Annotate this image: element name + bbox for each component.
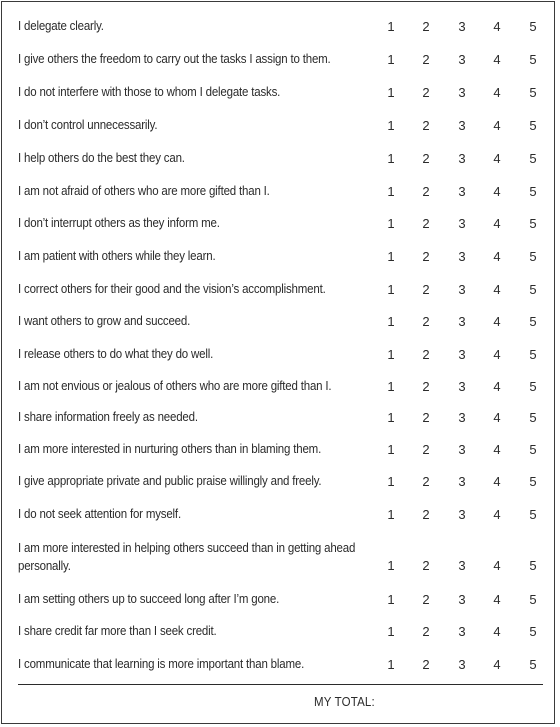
rating-option-5[interactable]: 5	[529, 249, 537, 264]
statement-row	[2, 248, 554, 270]
rating-option-5[interactable]: 5	[529, 151, 537, 166]
rating-option-2[interactable]: 2	[422, 151, 430, 166]
rating-option-5[interactable]: 5	[529, 507, 537, 522]
rating-option-5[interactable]: 5	[529, 657, 537, 672]
rating-option-3[interactable]: 3	[458, 151, 466, 166]
rating-option-5[interactable]: 5	[529, 347, 537, 362]
rating-option-2[interactable]: 2	[422, 282, 430, 297]
rating-option-5[interactable]: 5	[529, 558, 537, 573]
rating-option-4[interactable]: 4	[493, 657, 501, 672]
statement-text: I am more interested in nurturing others than in blaming them.	[18, 442, 322, 456]
rating-option-2[interactable]: 2	[422, 442, 430, 457]
statement-text: I delegate clearly.	[18, 19, 104, 33]
statement-row	[2, 18, 554, 40]
statement-text: I do not interfere with those to whom I delegate tasks.	[18, 85, 281, 99]
statement-row	[2, 117, 554, 139]
rating-option-3[interactable]: 3	[458, 592, 466, 607]
statement-row	[2, 473, 554, 495]
rating-option-1[interactable]: 1	[387, 442, 395, 457]
rating-option-4[interactable]: 4	[493, 507, 501, 522]
statement-text: I am patient with others while they learn.	[18, 249, 216, 263]
rating-option-3[interactable]: 3	[458, 347, 466, 362]
rating-option-4[interactable]: 4	[493, 314, 501, 329]
statement-row	[2, 183, 554, 205]
rating-option-1[interactable]: 1	[387, 347, 395, 362]
rating-option-4[interactable]: 4	[493, 410, 501, 425]
rating-option-5[interactable]: 5	[529, 410, 537, 425]
statement-text: I am more interested in helping others succeed than in getting ahead personally.	[18, 541, 356, 573]
rating-option-5[interactable]: 5	[529, 474, 537, 489]
rating-option-5[interactable]: 5	[529, 184, 537, 199]
statement-row	[2, 441, 554, 463]
rating-option-5[interactable]: 5	[529, 442, 537, 457]
rating-option-3[interactable]: 3	[458, 657, 466, 672]
rating-option-4[interactable]: 4	[493, 442, 501, 457]
rating-option-4[interactable]: 4	[493, 151, 501, 166]
statement-text: I do not seek attention for myself.	[18, 507, 181, 521]
rating-option-2[interactable]: 2	[422, 347, 430, 362]
statement-text: I share information freely as needed.	[18, 410, 198, 424]
rating-option-2[interactable]: 2	[422, 52, 430, 67]
statement-text: I am not envious or jealous of others who are more gifted than I.	[18, 379, 332, 393]
rating-option-4[interactable]: 4	[493, 249, 501, 264]
statement-row	[2, 409, 554, 431]
rating-option-3[interactable]: 3	[458, 624, 466, 639]
rating-option-1[interactable]: 1	[387, 52, 395, 67]
rating-option-2[interactable]: 2	[422, 85, 430, 100]
statement-row	[2, 378, 554, 400]
rating-option-4[interactable]: 4	[493, 19, 501, 34]
rating-option-3[interactable]: 3	[458, 442, 466, 457]
rating-option-1[interactable]: 1	[387, 410, 395, 425]
rating-option-1[interactable]: 1	[387, 657, 395, 672]
rating-option-2[interactable]: 2	[422, 19, 430, 34]
total-divider	[18, 684, 543, 685]
rating-option-1[interactable]: 1	[387, 249, 395, 264]
rating-option-1[interactable]: 1	[387, 314, 395, 329]
rating-option-5[interactable]: 5	[529, 282, 537, 297]
rating-option-3[interactable]: 3	[458, 52, 466, 67]
statement-text: I am setting others up to succeed long after I’m gone.	[18, 592, 280, 606]
rating-option-2[interactable]: 2	[422, 507, 430, 522]
rating-option-2[interactable]: 2	[422, 592, 430, 607]
rating-option-3[interactable]: 3	[458, 507, 466, 522]
rating-option-5[interactable]: 5	[529, 52, 537, 67]
rating-option-1[interactable]: 1	[387, 151, 395, 166]
rating-option-3[interactable]: 3	[458, 118, 466, 133]
statement-row	[2, 215, 554, 237]
rating-option-3[interactable]: 3	[458, 249, 466, 264]
statement-row	[2, 506, 554, 528]
statement-row	[2, 539, 554, 573]
rating-option-1[interactable]: 1	[387, 379, 395, 394]
rating-option-1[interactable]: 1	[387, 558, 395, 573]
statement-text: I don’t interrupt others as they inform me.	[18, 216, 220, 230]
rating-option-2[interactable]: 2	[422, 118, 430, 133]
rating-option-3[interactable]: 3	[458, 216, 466, 231]
rating-option-1[interactable]: 1	[387, 184, 395, 199]
rating-option-2[interactable]: 2	[422, 249, 430, 264]
rating-option-1[interactable]: 1	[387, 282, 395, 297]
rating-option-1[interactable]: 1	[387, 474, 395, 489]
rating-option-3[interactable]: 3	[458, 282, 466, 297]
rating-option-5[interactable]: 5	[529, 85, 537, 100]
rating-option-1[interactable]: 1	[387, 85, 395, 100]
statement-row	[2, 656, 554, 678]
rating-option-2[interactable]: 2	[422, 379, 430, 394]
statement-row	[2, 84, 554, 106]
rating-option-2[interactable]: 2	[422, 558, 430, 573]
rating-option-1[interactable]: 1	[387, 19, 395, 34]
statement-text: I release others to do what they do well.	[18, 347, 214, 361]
rating-option-5[interactable]: 5	[529, 118, 537, 133]
rating-option-5[interactable]: 5	[529, 216, 537, 231]
rating-option-5[interactable]: 5	[529, 19, 537, 34]
rating-option-4[interactable]: 4	[493, 592, 501, 607]
rating-option-4[interactable]: 4	[493, 184, 501, 199]
rating-option-4[interactable]: 4	[493, 216, 501, 231]
rating-option-5[interactable]: 5	[529, 624, 537, 639]
rating-option-2[interactable]: 2	[422, 624, 430, 639]
rating-option-4[interactable]: 4	[493, 118, 501, 133]
statement-row	[2, 591, 554, 613]
rating-option-2[interactable]: 2	[422, 314, 430, 329]
my-total-label: MY TOTAL:	[314, 695, 375, 709]
rating-option-4[interactable]: 4	[493, 282, 501, 297]
rating-option-2[interactable]: 2	[422, 216, 430, 231]
rating-option-4[interactable]: 4	[493, 558, 501, 573]
rating-option-1[interactable]: 1	[387, 624, 395, 639]
rating-option-1[interactable]: 1	[387, 216, 395, 231]
rating-option-4[interactable]: 4	[493, 52, 501, 67]
rating-option-3[interactable]: 3	[458, 314, 466, 329]
statement-text: I give others the freedom to carry out the tasks I assign to them.	[18, 52, 331, 66]
rating-option-3[interactable]: 3	[458, 85, 466, 100]
statement-text: I give appropriate private and public praise willingly and freely.	[18, 474, 322, 488]
rating-option-3[interactable]: 3	[458, 474, 466, 489]
rating-option-3[interactable]: 3	[458, 379, 466, 394]
statement-text: I correct others for their good and the vision’s accomplishment.	[18, 282, 326, 296]
rating-option-5[interactable]: 5	[529, 592, 537, 607]
statement-row	[2, 623, 554, 645]
questionnaire-frame	[1, 1, 555, 724]
rating-option-3[interactable]: 3	[458, 410, 466, 425]
rating-option-4[interactable]: 4	[493, 347, 501, 362]
rating-option-2[interactable]: 2	[422, 474, 430, 489]
rating-option-4[interactable]: 4	[493, 85, 501, 100]
statement-row	[2, 281, 554, 303]
statement-text: I am not afraid of others who are more gifted than I.	[18, 184, 270, 198]
rating-option-5[interactable]: 5	[529, 314, 537, 329]
rating-option-2[interactable]: 2	[422, 657, 430, 672]
statement-row	[2, 51, 554, 73]
rating-option-2[interactable]: 2	[422, 410, 430, 425]
statement-text: I communicate that learning is more important than blame.	[18, 657, 305, 671]
rating-option-4[interactable]: 4	[493, 379, 501, 394]
rating-option-5[interactable]: 5	[529, 379, 537, 394]
statement-row	[2, 150, 554, 172]
statement-text: I share credit far more than I seek credit.	[18, 624, 217, 638]
statement-text: I help others do the best they can.	[18, 151, 185, 165]
rating-option-1[interactable]: 1	[387, 118, 395, 133]
rating-option-1[interactable]: 1	[387, 507, 395, 522]
rating-option-4[interactable]: 4	[493, 474, 501, 489]
rating-option-1[interactable]: 1	[387, 592, 395, 607]
rating-option-4[interactable]: 4	[493, 624, 501, 639]
statement-row	[2, 346, 554, 368]
rating-option-3[interactable]: 3	[458, 19, 466, 34]
statement-row	[2, 313, 554, 335]
statement-text: I don’t control unnecessarily.	[18, 118, 158, 132]
rating-option-2[interactable]: 2	[422, 184, 430, 199]
rating-option-3[interactable]: 3	[458, 558, 466, 573]
rating-option-3[interactable]: 3	[458, 184, 466, 199]
statement-text: I want others to grow and succeed.	[18, 314, 191, 328]
